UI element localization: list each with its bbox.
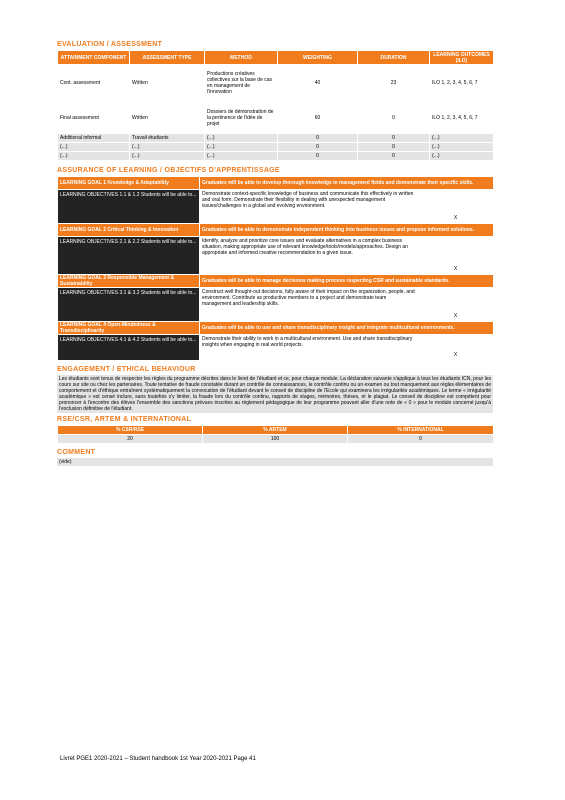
learning-objective-row [58,237,494,275]
learning-goal-desc: Graduates will be able to manage decisions making process respecting CSR and sustainable standards. [200,275,494,288]
table-cell: (...) [205,152,278,161]
table-cell: Productions créatives collectives sur la base de cas en management de l'innovation [205,65,278,102]
table-cell: (...) [205,134,278,143]
learning-goal-label: LEARNING GOAL 1 Knowledge & Adaptability [58,177,200,190]
table-row [58,134,494,143]
learning-goal-row [58,224,494,237]
table-cell: 0 [358,134,430,143]
table-cell: 0 [358,102,430,134]
objective-mark: X [418,288,494,322]
table-cell: Additional informal [58,134,130,143]
table-cell: Dossiers de démonstration de la pertinence de l'idée de projet [205,102,278,134]
learning-objective-row [58,335,494,361]
learning-objective-row [58,190,494,224]
table-cell: 40 [278,65,358,102]
table-row [58,65,494,102]
table-cell: (...) [430,134,494,143]
comment-text: (vide) [57,458,493,466]
header-artem: % ARTEM [203,426,348,435]
rse-table [57,425,494,444]
header-international: % INTERNATIONAL [348,426,494,435]
learning-objective-desc: Identify, analyze and prioritize core issues and evaluate alternatives in a complex business situation, making appropriate use of relevant knowledge/tools/models/approaches. Design an appropriate and informed creative recommendation to a given issue. [200,237,418,275]
comment-title: COMMENT [57,449,96,456]
table-cell: (...) [430,152,494,161]
learning-goal-desc: Graduates will be able to use and share transdisciplinary insight and integrate multicultural environments. [200,322,494,335]
page-content [57,40,493,466]
learning-goal-label: LEARNING GOAL 2 Critical Thinking & Innovation [58,224,200,237]
learning-goal-desc: Graduates will be able to develop thorough knowledge in management fields and demonstrate their specific skills. [200,177,494,190]
table-cell: 0 [278,152,358,161]
table-cell: (...) [130,152,205,161]
header-duration: DURATION [358,51,430,65]
header-csr: % CSR/RSE [58,426,203,435]
value-international: 0 [348,435,494,444]
objective-mark: X [418,190,494,224]
value-artem: 100 [203,435,348,444]
objective-mark: X [418,237,494,275]
table-cell: (...) [205,143,278,152]
table-cell: ILO 1, 2, 3, 4, 5, 6, 7 [430,65,494,102]
header-method: METHOD [205,51,278,65]
learning-objective-desc: Construct well thought-out decisions, fully aware of their impact on the organization, people, and environment. Contribute as productive members to a project and demonstrate team management and leadership skills. [200,288,418,322]
table-cell: (...) [58,143,130,152]
table-cell: Written [130,65,205,102]
learning-objective-label: LEARNING OBJECTIVES 4.1 & 4.2 Students will be able to... [58,335,200,361]
header-weighting: WEIGHTING [278,51,358,65]
learning-objective-label: LEARNING OBJECTIVES 2.1 & 2.2 Students will be able to... [58,237,200,275]
rse-title: RSE/CSR, ARTEM & INTERNATIONAL [57,416,192,423]
table-cell: (...) [58,152,130,161]
table-cell: (...) [130,143,205,152]
table-row [58,102,494,134]
table-cell: 0 [278,134,358,143]
learning-goal-row [58,322,494,335]
learning-goal-label: LEARNING GOAL 4 Open-Mindedness & Transdisciplinarity [58,322,200,335]
table-cell: Final assessment [58,102,130,134]
table-cell: (...) [430,143,494,152]
learning-goal-label: LEARNING GOAL 3 Responsible Management & Sustainability [58,275,200,288]
assurance-title: ASSURANCE OF LEARNING / OBJECTIFS D'APPRENTISSAGE [57,167,280,174]
table-cell: Written [130,102,205,134]
learning-goal-desc: Graduates will be able to demonstrate independent thinking into business issues and propose informed solutions. [200,224,494,237]
header-type: ASSESSMENT TYPE [130,51,205,65]
ethics-text: Les étudiants sont tenus de respecter les règles du programme décrites dans le livret de l'étudiant et ce, pour chaque module. La déclaration suivante s'applique à tous les étudiants ICN, pour les cours sur site ou chez les partenaires. Toute tentative de fraude constatée durant un contrôle de connaissances, le contrôle continu ou un examen ou tout manquement aux règles élémentaires de comportement et d'éthique entraînent systématiquement la convocation de l'étudiant devant le conseil de discipline de l'Ecole qui examinera les irrégularités académiques. Le terme « irrégularité académique » est censé inclure, sans toutefois s'y limiter, la fraude lors du contrôle continu, rapports de stages, mémoires, thèses, et le plagiat. Le conseil de discipline est compétent pour prononcer à l'encontre des élèves l'ensemble des sanctions prévues inscrites au règlement pédagogique de leur programme pouvant aller d'une note de « 0 » pour le module concerné jusqu'à l'exclusion définitive de l'étudiant. [59,376,491,412]
table-cell: Travail étudiants [130,134,205,143]
rse-value-row [58,435,494,444]
objective-mark: X [418,335,494,361]
evaluation-title: EVALUATION / ASSESSMENT [57,41,163,48]
table-cell: 0 [358,143,430,152]
table-cell: 0 [278,143,358,152]
table-row [58,143,494,152]
table-cell: 0 [358,152,430,161]
learning-goals-table [57,176,494,361]
table-cell: Cont. assessment [58,65,130,102]
table-row [58,152,494,161]
learning-objective-row [58,288,494,322]
rse-header-row [58,426,494,435]
evaluation-table [57,50,494,161]
value-csr: 20 [58,435,203,444]
header-component: ATTAINMENT COMPONENT [58,51,130,65]
evaluation-header-row [58,51,494,65]
learning-goal-row [58,177,494,190]
table-cell: ILO 1, 2, 3, 4, 5, 6, 7 [430,102,494,134]
page-footer: Livret PGE1 2020-2021 – Student handbook 1st Year 2020-2021 Page 41 [60,756,256,762]
table-cell: 23 [358,65,430,102]
ethics-title: ENGAGEMENT / ETHICAL BEHAVIOUR [57,366,196,373]
learning-goal-row [58,275,494,288]
learning-objective-desc: Demonstrate their ability to work in a multicultural environment. Use and share transdisciplinary insights when engaging in real world projects. [200,335,418,361]
header-ilo: LEARNING OUTCOMES (ILO) [430,51,494,65]
table-cell: 60 [278,102,358,134]
learning-objective-label: LEARNING OBJECTIVES 1.1 & 1.2 Students will be able to... [58,190,200,224]
learning-objective-desc: Demonstrate context-specific knowledge of business and communicate this effectively in written and oral form. Demonstrate their flexibility in dealing with unexpected management issues/challenges in a global and evolving environment. [200,190,418,224]
learning-objective-label: LEARNING OBJECTIVES 3.1 & 3.2 Students will be able to... [58,288,200,322]
